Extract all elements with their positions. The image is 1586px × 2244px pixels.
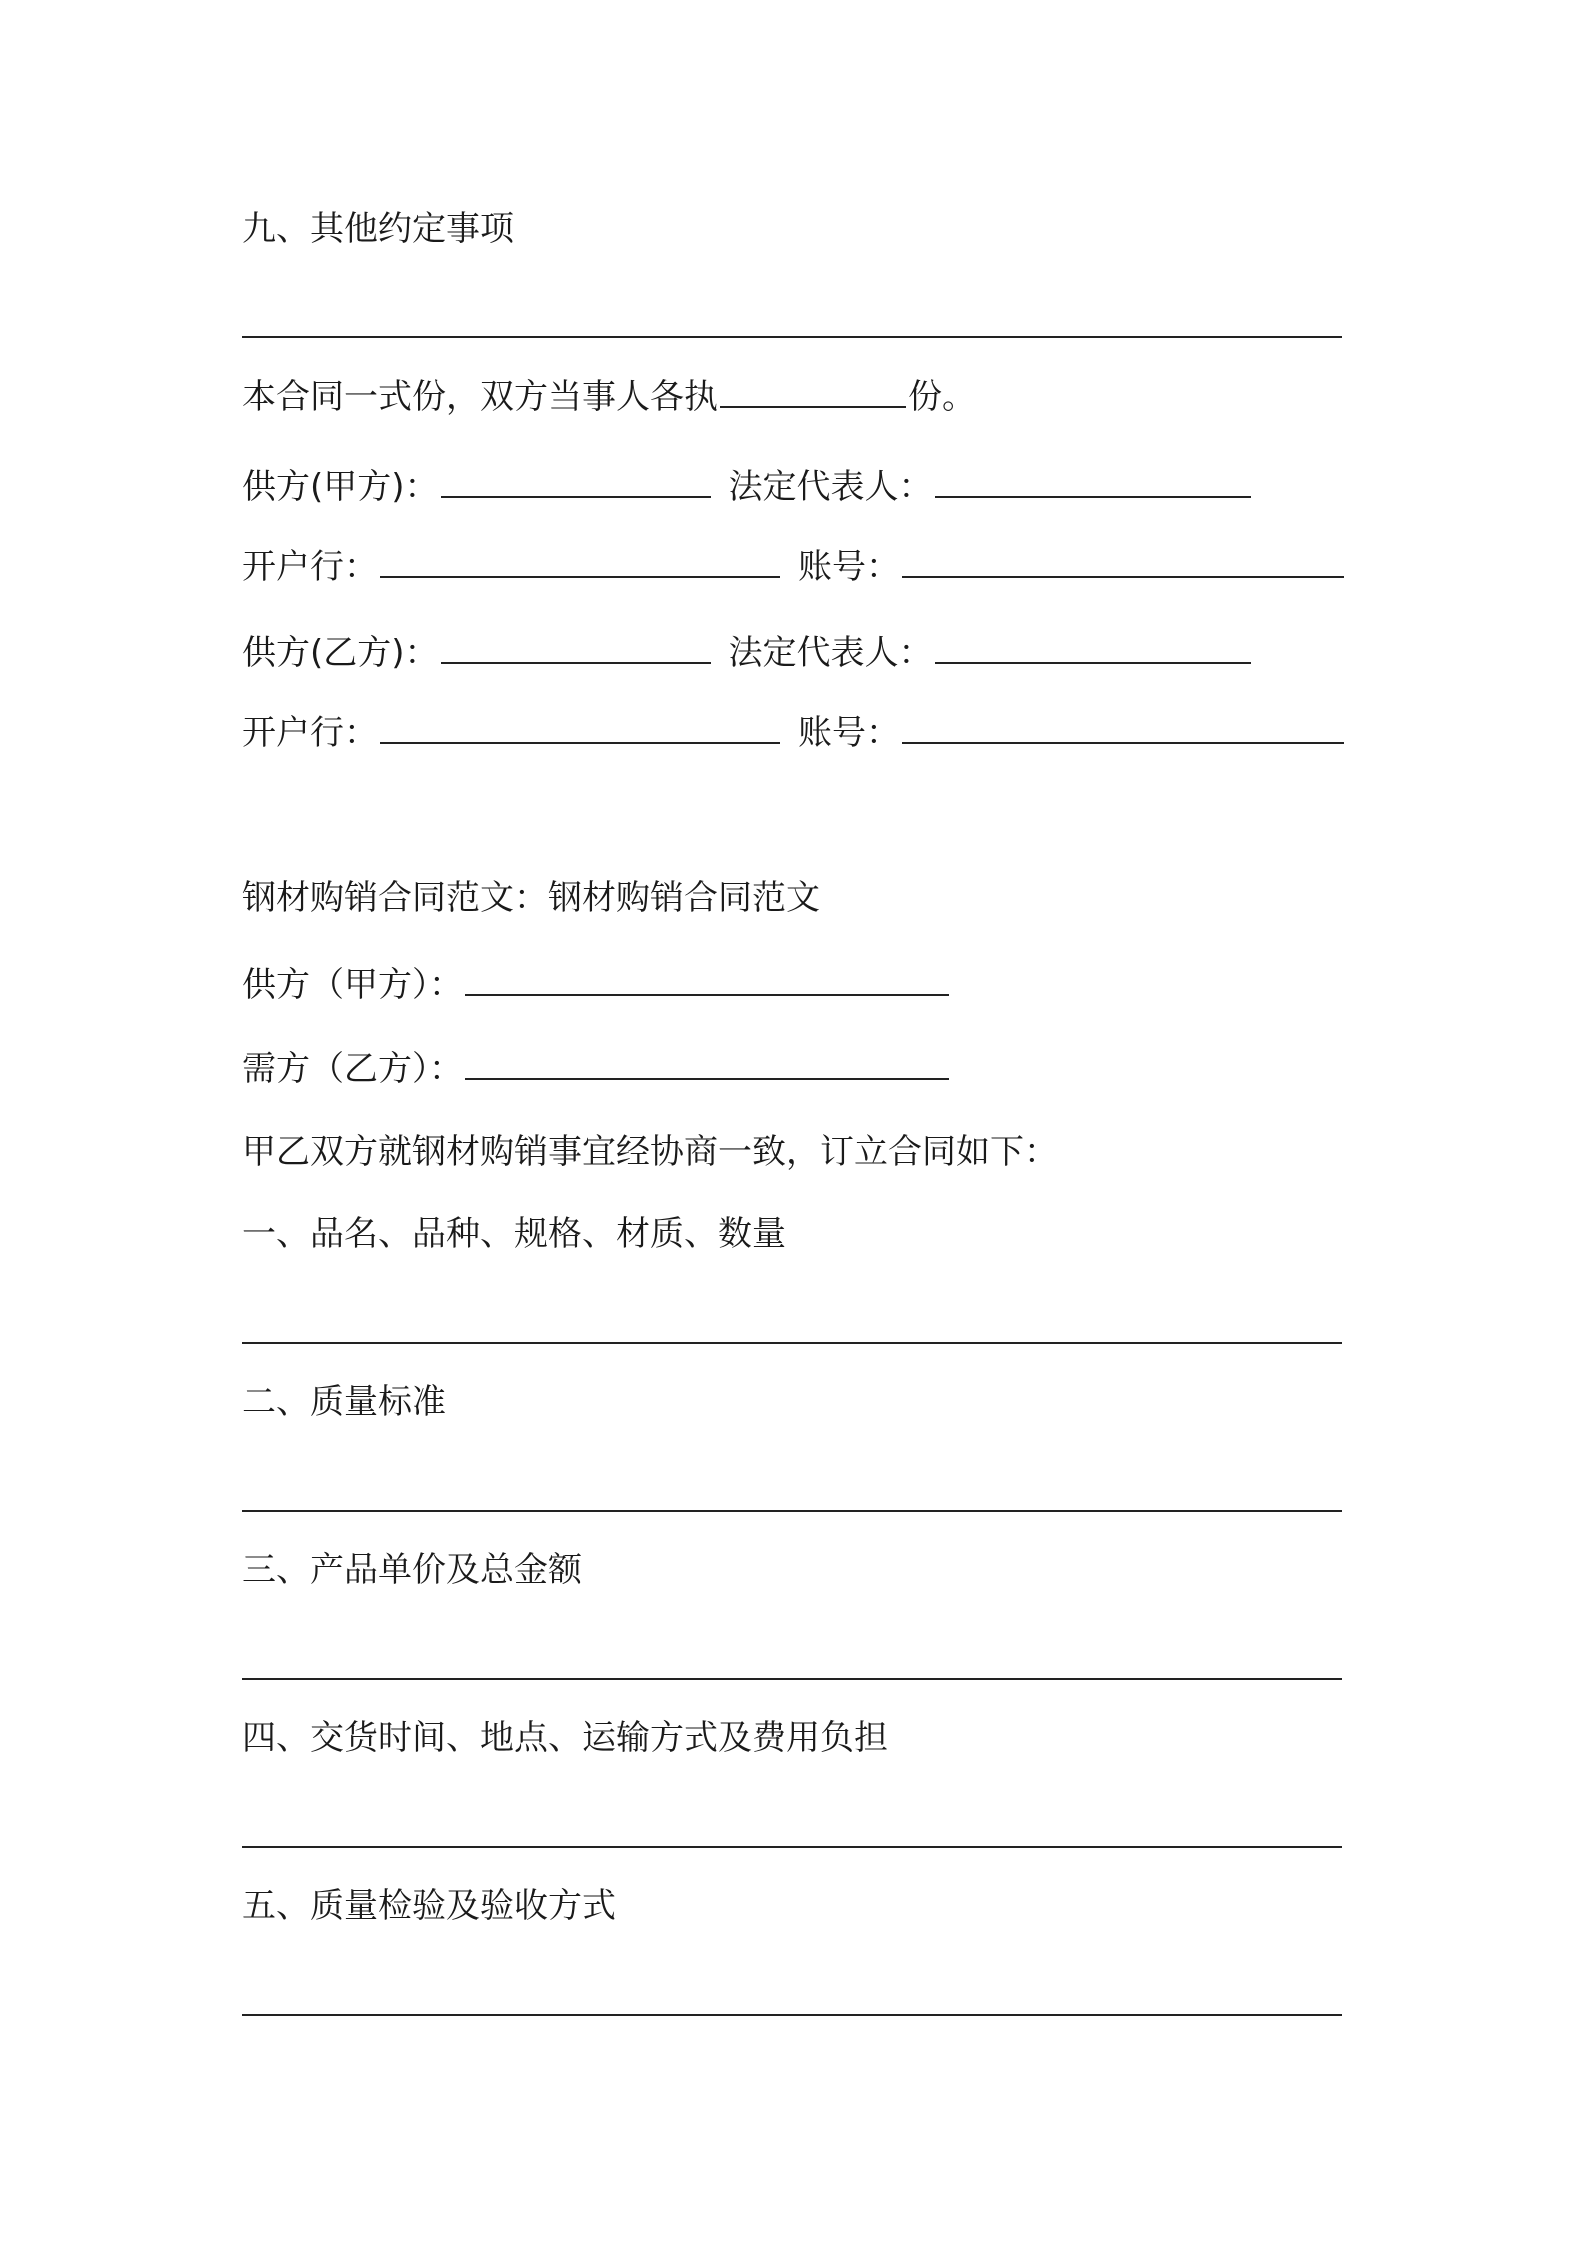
supplier-blank xyxy=(465,960,949,996)
party-b-bank-blank xyxy=(380,708,780,744)
section-heading: 五、质量检验及验收方式 xyxy=(242,1886,616,1926)
supplier-label: 供方（甲方）： xyxy=(242,965,463,1005)
buyer-row xyxy=(242,1044,951,1093)
party-a-row xyxy=(242,462,1253,511)
buyer-label: 需方（乙方）： xyxy=(242,1049,463,1089)
copies-text-before: 本合同一式份，双方当事人各执 xyxy=(242,377,718,417)
section-heading: 二、质量标准 xyxy=(242,1382,446,1422)
party-b-rep-blank xyxy=(935,628,1251,664)
blank-line xyxy=(242,1342,1342,1344)
intro-text: 甲乙双方就钢材购销事宜经协商一致，订立合同如下： xyxy=(242,1132,1058,1172)
party-b-bank-row xyxy=(242,708,1346,757)
copies-blank xyxy=(720,372,906,408)
party-a-account-blank xyxy=(902,542,1344,578)
section-heading: 三、产品单价及总金额 xyxy=(242,1550,582,1590)
party-a-label: 供方(甲方)： xyxy=(242,467,439,507)
party-a-blank xyxy=(441,462,711,498)
party-a-bank-label: 开户行： xyxy=(242,547,378,587)
party-b-bank-label: 开户行： xyxy=(242,713,378,753)
party-a-rep-blank xyxy=(935,462,1251,498)
party-b-label: 供方(乙方)： xyxy=(242,633,439,673)
blank-line xyxy=(242,2014,1342,2016)
blank-line xyxy=(242,1510,1342,1512)
party-b-blank xyxy=(441,628,711,664)
party-a-bank-row xyxy=(242,542,1346,591)
blank-line xyxy=(242,1678,1342,1680)
party-a-account-label: 账号： xyxy=(798,547,900,587)
party-b-account-blank xyxy=(902,708,1344,744)
section-heading: 一、品名、品种、规格、材质、数量 xyxy=(242,1214,786,1254)
party-b-account-label: 账号： xyxy=(798,713,900,753)
section-heading: 九、其他约定事项 xyxy=(242,209,514,249)
copies-text-after: 份。 xyxy=(908,377,976,417)
party-b-rep-label: 法定代表人： xyxy=(728,633,933,673)
party-b-row xyxy=(242,628,1253,677)
sample-title: 钢材购销合同范文：钢材购销合同范文 xyxy=(242,878,820,918)
copies-clause xyxy=(242,372,976,421)
section-heading: 四、交货时间、地点、运输方式及费用负担 xyxy=(242,1718,888,1758)
buyer-blank xyxy=(465,1044,949,1080)
supplier-row xyxy=(242,960,951,1009)
party-a-bank-blank xyxy=(380,542,780,578)
blank-line xyxy=(242,1846,1342,1848)
party-a-rep-label: 法定代表人： xyxy=(728,467,933,507)
blank-line xyxy=(242,336,1342,338)
